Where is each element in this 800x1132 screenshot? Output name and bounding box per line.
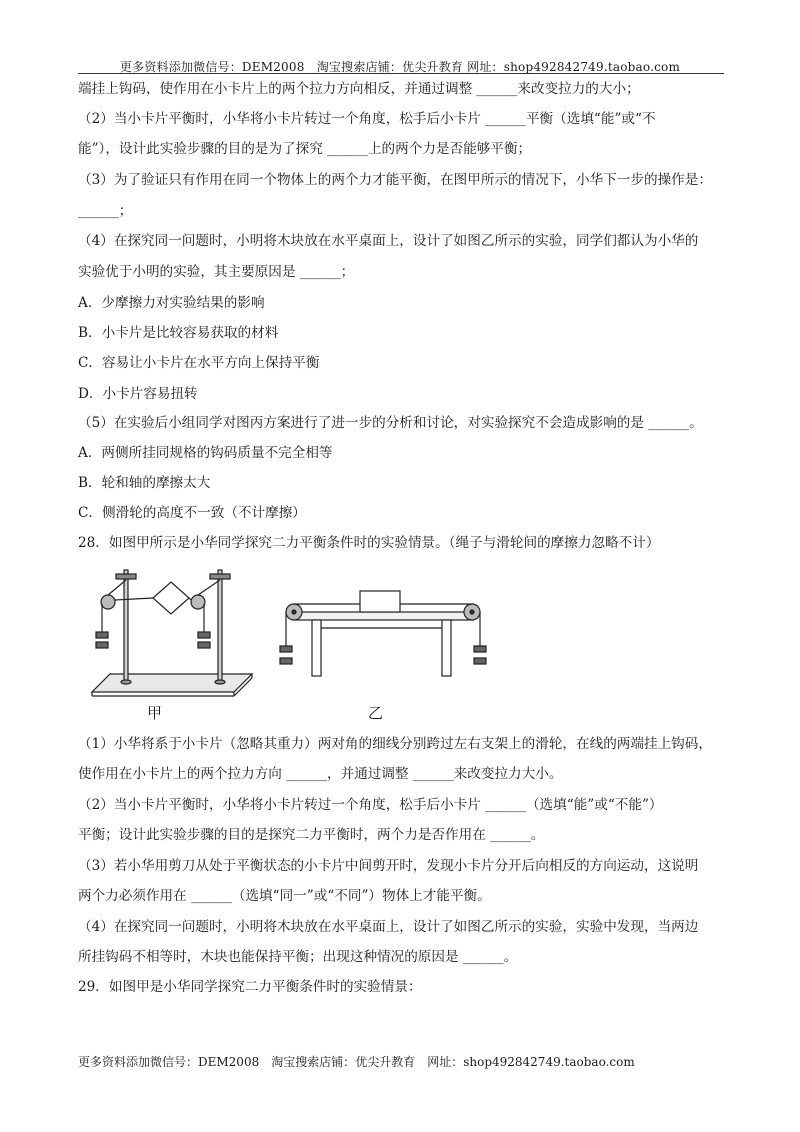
text-line: （5）在实验后小组同学对图丙方案进行了进一步的分析和讨论，对实验探究不会造成影响的是 ______。 (78, 415, 703, 431)
option-line: D．小卡片容易扭转 (78, 386, 198, 402)
text-line: 使作用在小卡片上的两个拉力方向 ______，并通过调整 ______来改变拉力大小。 (78, 766, 563, 782)
text-line: 实验优于小明的实验，其主要原因是 ______； (78, 264, 355, 280)
apparatus-a-drawing (92, 570, 252, 696)
text-line: （1）小华将系于小卡片（忽略其重力）两对角的细线分别跨过左右支架上的滑轮，在线的两端挂上钩码， (78, 736, 712, 752)
text-line: ______； (78, 203, 133, 219)
question-title: 28．如图甲所示是小华同学探究二力平衡条件时的实验情景。（绳子与滑轮间的摩擦力忽略不计） (78, 535, 660, 551)
experiment-figure (84, 560, 504, 718)
text-line: 能”），设计此实验步骤的目的是为了探究 ______上的两个力是否能够平衡； (78, 141, 532, 157)
option-line: C．容易让小卡片在水平方向上保持平衡 (78, 355, 320, 371)
text-line: （2）当小卡片平衡时，小华将小卡片转过一个角度，松手后小卡片 ______（选填“能”或“不能”） (78, 797, 663, 813)
apparatus-b-drawing (280, 591, 486, 676)
option-line: B．轮和轴的摩擦太大 (78, 475, 211, 491)
question-title: 29．如图甲是小华同学探究二力平衡条件时的实验情景： (78, 979, 422, 995)
text-line: （3）为了验证只有作用在同一个物体上的两个力才能平衡，在图甲所示的情况下，小华下一步的操作是： (78, 172, 712, 188)
page-header: 更多资料添加微信号：DEM2008 淘宝搜索店铺：优尖升教育 网址：shop492842749.taobao.com (119, 60, 681, 74)
text-line: （3）若小华用剪刀从处于平衡状态的小卡片中间剪开时，发现小卡片分开后向相反的方向运动，这说明 (78, 858, 699, 874)
header-divider (78, 73, 724, 74)
text-line: （2）当小卡片平衡时，小华将小卡片转过一个角度，松手后小卡片 ______平衡（选填“能”或“不 (78, 111, 656, 127)
text-line: （4）在探究同一问题时，小明将木块放在水平桌面上，设计了如图乙所示的实验，同学们都认为小华的 (78, 233, 699, 249)
text-line: 两个力必须作用在 ______（选填“同一”或“不同”）物体上才能平衡。 (78, 888, 491, 904)
text-line: 端挂上钩码，使作用在小卡片上的两个拉力方向相反，并通过调整 ______来改变拉力的大小； (78, 81, 640, 97)
figure-a-caption: 甲 (147, 704, 163, 722)
option-line: B．小卡片是比较容易获取的材料 (78, 325, 279, 341)
page-footer: 更多资料添加微信号：DEM2008 淘宝搜索店铺：优尖升教育 网址：shop492842749.taobao.com (78, 1055, 635, 1069)
text-line: （4）在探究同一问题时，小明将木块放在水平桌面上，设计了如图乙所示的实验，实验中发现，当两边 (78, 919, 699, 935)
option-line: A．少摩擦力对实验结果的影响 (78, 295, 265, 311)
text-line: 所挂钩码不相等时，木块也能保持平衡；出现这种情况的原因是 ______。 (78, 949, 518, 965)
figure-b-caption: 乙 (368, 704, 384, 722)
option-line: A．两侧所挂同规格的钩码质量不完全相等 (78, 445, 333, 461)
option-line: C．侧滑轮的高度不一致（不计摩擦） (78, 505, 306, 521)
text-line: 平衡；设计此实验步骤的目的是探究二力平衡时，两个力是否作用在 ______。 (78, 827, 545, 843)
